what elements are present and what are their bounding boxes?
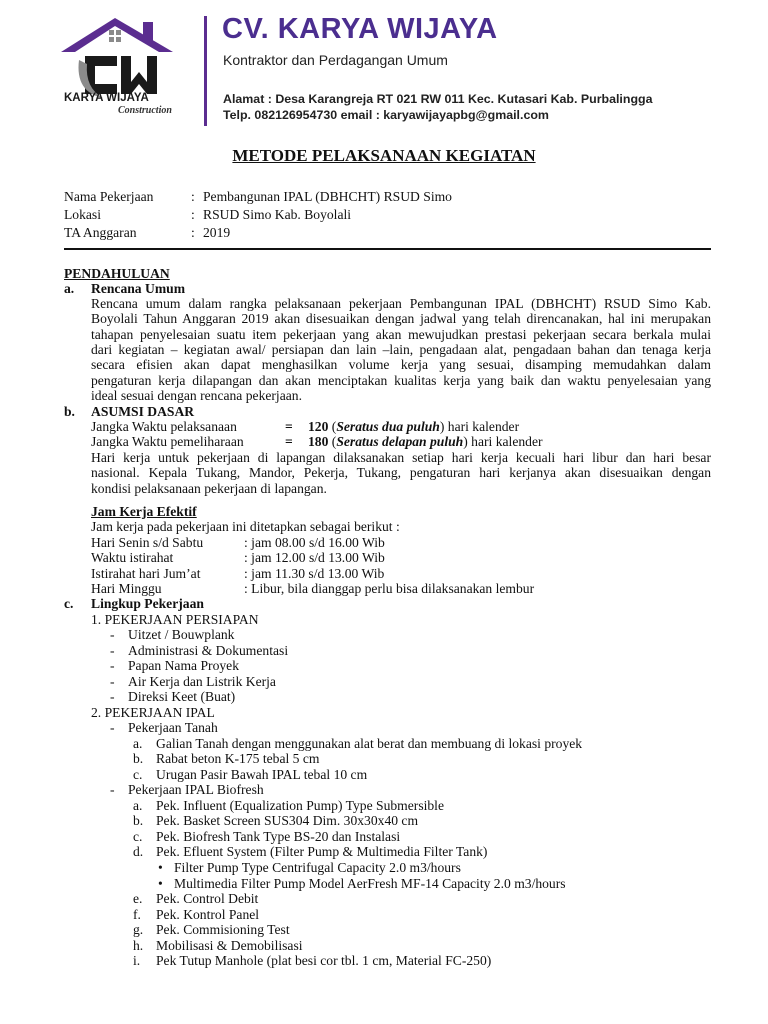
item-marker: e.	[133, 891, 143, 906]
logo-name: KARYA WIJAYA	[64, 92, 149, 104]
schedule-day: Istirahat hari Jum’at	[91, 566, 201, 581]
list-item: Pek. Basket Screen SUS304 Dim. 30x30x40 cm	[156, 813, 419, 828]
paragraph-line: kondisi pelaksanaan pekerjaan di lapangan.	[91, 481, 327, 496]
duration-value	[308, 419, 519, 434]
document-title: METODE PELAKSANAAN KEGIATAN	[232, 146, 536, 165]
schedule-time: : jam 08.00 s/d 16.00 Wib	[244, 535, 385, 550]
duration-value	[308, 434, 543, 449]
schedule-day: Hari Minggu	[91, 581, 162, 596]
list-item: Pek. Biofresh Tank Type BS-20 dan Instalasi	[156, 829, 401, 844]
company-address: Alamat : Desa Karangreja RT 021 RW 011 Kec. Kutasari Kab. Purbalingga	[223, 92, 653, 106]
info-sep: :	[191, 225, 195, 240]
list-item: Pek. Kontrol Panel	[156, 907, 260, 922]
paren-open: (	[331, 419, 337, 434]
paragraph-line: tahapan penyelesaian suatu item pekerjaan yang akan mewujudkan prestasi pekerjaan secara berkala mulai	[91, 327, 711, 342]
info-sep: :	[191, 207, 195, 222]
schedule-day: Waktu istirahat	[91, 550, 174, 565]
info-label: TA Anggaran	[64, 225, 137, 240]
header-divider	[204, 16, 207, 126]
duration-unit: ) hari kalender	[439, 419, 520, 434]
duration-number: 180	[308, 434, 329, 449]
item-marker: c.	[133, 829, 143, 844]
list-item: Uitzet / Bouwplank	[128, 627, 235, 642]
duration-words: Seratus delapan puluh	[336, 434, 464, 449]
paragraph-line: Rencana umum dalam rangka pelaksanaan pekerjaan Pembangunan IPAL (DBHCHT) RSUD Simo Kab.	[91, 296, 711, 311]
list-subheading: Pekerjaan IPAL Biofresh	[128, 782, 264, 797]
dash-marker: -	[110, 782, 115, 797]
info-value: RSUD Simo Kab. Boyolali	[203, 207, 352, 222]
bullet-icon: •	[158, 876, 163, 891]
paragraph-line: ideal sesuai dengan rencana pekerjaan.	[91, 388, 302, 403]
duration-unit: ) hari kalender	[463, 434, 543, 449]
list-item: Papan Nama Proyek	[128, 658, 239, 673]
info-value: Pembangunan IPAL (DBHCHT) RSUD Simo	[203, 189, 452, 204]
list-item: Pek. Control Debit	[156, 891, 259, 906]
paren-open: (	[331, 434, 337, 449]
paragraph-line: Boyolali Tahun Anggaran 2019 akan disesuaikan dengan jadwal yang telah direncanakan, hal ini merupakan	[91, 311, 711, 326]
item-marker: b.	[133, 813, 144, 828]
duration-equals: =	[285, 419, 293, 434]
paragraph-line: secara efisien akan dapat menghasilkan volume kerja yang sesuai, disamping memudahkan dalam	[91, 357, 711, 372]
item-marker: a.	[133, 736, 143, 751]
info-sep: :	[191, 189, 195, 204]
duration-number: 120	[308, 419, 329, 434]
logo-subtitle: Construction	[118, 105, 172, 116]
list-item: Pek. Efluent System (Filter Pump & Multimedia Filter Tank)	[156, 844, 488, 859]
list-item: Administrasi & Dokumentasi	[128, 643, 289, 658]
dash-marker: -	[110, 643, 115, 658]
list-item: Pek. Commisioning Test	[156, 922, 290, 937]
duration-equals: =	[285, 434, 293, 449]
duration-label: Jangka Waktu pelaksanaan	[91, 419, 237, 434]
company-contact: Telp. 082126954730 email : karyawijayapbg@gmail.com	[223, 108, 549, 122]
info-label: Nama Pekerjaan	[64, 189, 154, 204]
list-item: Pek Tutup Manhole (plat besi cor tbl. 1 cm, Material FC-250)	[156, 953, 492, 968]
schedule-time: : Libur, bila dianggap perlu bisa dilaksanakan lembur	[244, 581, 535, 596]
paragraph-line: nasional. Kepala Tukang, Mandor, Pekerja, Tukang, pengaturan hari kerjanya akan disesuaikan dengan	[91, 465, 711, 480]
section-title: Lingkup Pekerjaan	[91, 596, 204, 611]
dash-marker: -	[110, 720, 115, 735]
company-tagline: Kontraktor dan Perdagangan Umum	[223, 52, 448, 68]
info-label: Lokasi	[64, 207, 101, 222]
list-item: Rabat beton K-175 tebal 5 cm	[156, 751, 320, 766]
dash-marker: -	[110, 674, 115, 689]
item-marker: i.	[133, 953, 141, 968]
list-item: Multimedia Filter Pump Model AerFresh MF-14 Capacity 2.0 m3/hours	[174, 876, 566, 891]
company-name: CV. KARYA WIJAYA	[222, 13, 498, 45]
list-item: Urugan Pasir Bawah IPAL tebal 10 cm	[156, 767, 368, 782]
section-heading: PENDAHULUAN	[64, 266, 170, 281]
list-item: Filter Pump Type Centrifugal Capacity 2.0 m3/hours	[174, 860, 461, 875]
list-item: Direksi Keet (Buat)	[128, 689, 236, 704]
list-item: Galian Tanah dengan menggunakan alat berat dan membuang di lokasi proyek	[156, 736, 583, 751]
duration-words: Seratus dua puluh	[336, 419, 440, 434]
item-marker: b.	[133, 751, 144, 766]
section-marker: b.	[64, 404, 75, 419]
list-heading: 1. PEKERJAAN PERSIAPAN	[91, 612, 259, 627]
schedule-day: Hari Senin s/d Sabtu	[91, 535, 204, 550]
dash-marker: -	[110, 658, 115, 673]
paragraph-line: dari kegiatan – kegiatan awal/ persiapan dan lain –lain, pengadaan alat, pengadaan bahan dan tenaga kerja	[91, 342, 711, 357]
section-marker: a.	[64, 281, 75, 296]
list-item: Air Kerja dan Listrik Kerja	[128, 674, 276, 689]
info-value: 2019	[203, 225, 231, 240]
bullet-icon: •	[158, 860, 163, 875]
subsection-title: Jam Kerja Efektif	[91, 504, 197, 519]
item-marker: f.	[133, 907, 141, 922]
list-heading: 2. PEKERJAAN IPAL	[91, 705, 215, 720]
section-title: Rencana Umum	[91, 281, 186, 296]
item-marker: c.	[133, 767, 143, 782]
duration-label: Jangka Waktu pemeliharaan	[91, 434, 244, 449]
schedule-time: : jam 11.30 s/d 13.00 Wib	[244, 566, 385, 581]
schedule-time: : jam 12.00 s/d 13.00 Wib	[244, 550, 385, 565]
paragraph-line: Jam kerja pada pekerjaan ini ditetapkan sebagai berikut :	[91, 519, 400, 534]
section-title: ASUMSI DASAR	[91, 404, 195, 419]
paragraph-line: pengaturan kerja dilapangan dan akan menciptakan kualitas kerja yang baik dan waktu penyelesaian yang	[91, 373, 711, 388]
list-subheading: Pekerjaan Tanah	[128, 720, 218, 735]
list-item: Pek. Influent (Equalization Pump) Type Submersible	[156, 798, 444, 813]
section-divider	[64, 248, 711, 250]
item-marker: d.	[133, 844, 144, 859]
section-marker: c.	[64, 596, 74, 611]
item-marker: g.	[133, 922, 144, 937]
paragraph-line: Hari kerja untuk pekerjaan di lapangan dilaksanakan setiap hari kerja kecuali hari libur dan hari besar	[91, 450, 711, 465]
dash-marker: -	[110, 689, 115, 704]
item-marker: a.	[133, 798, 143, 813]
dash-marker: -	[110, 627, 115, 642]
item-marker: h.	[133, 938, 144, 953]
list-item: Mobilisasi & Demobilisasi	[156, 938, 303, 953]
